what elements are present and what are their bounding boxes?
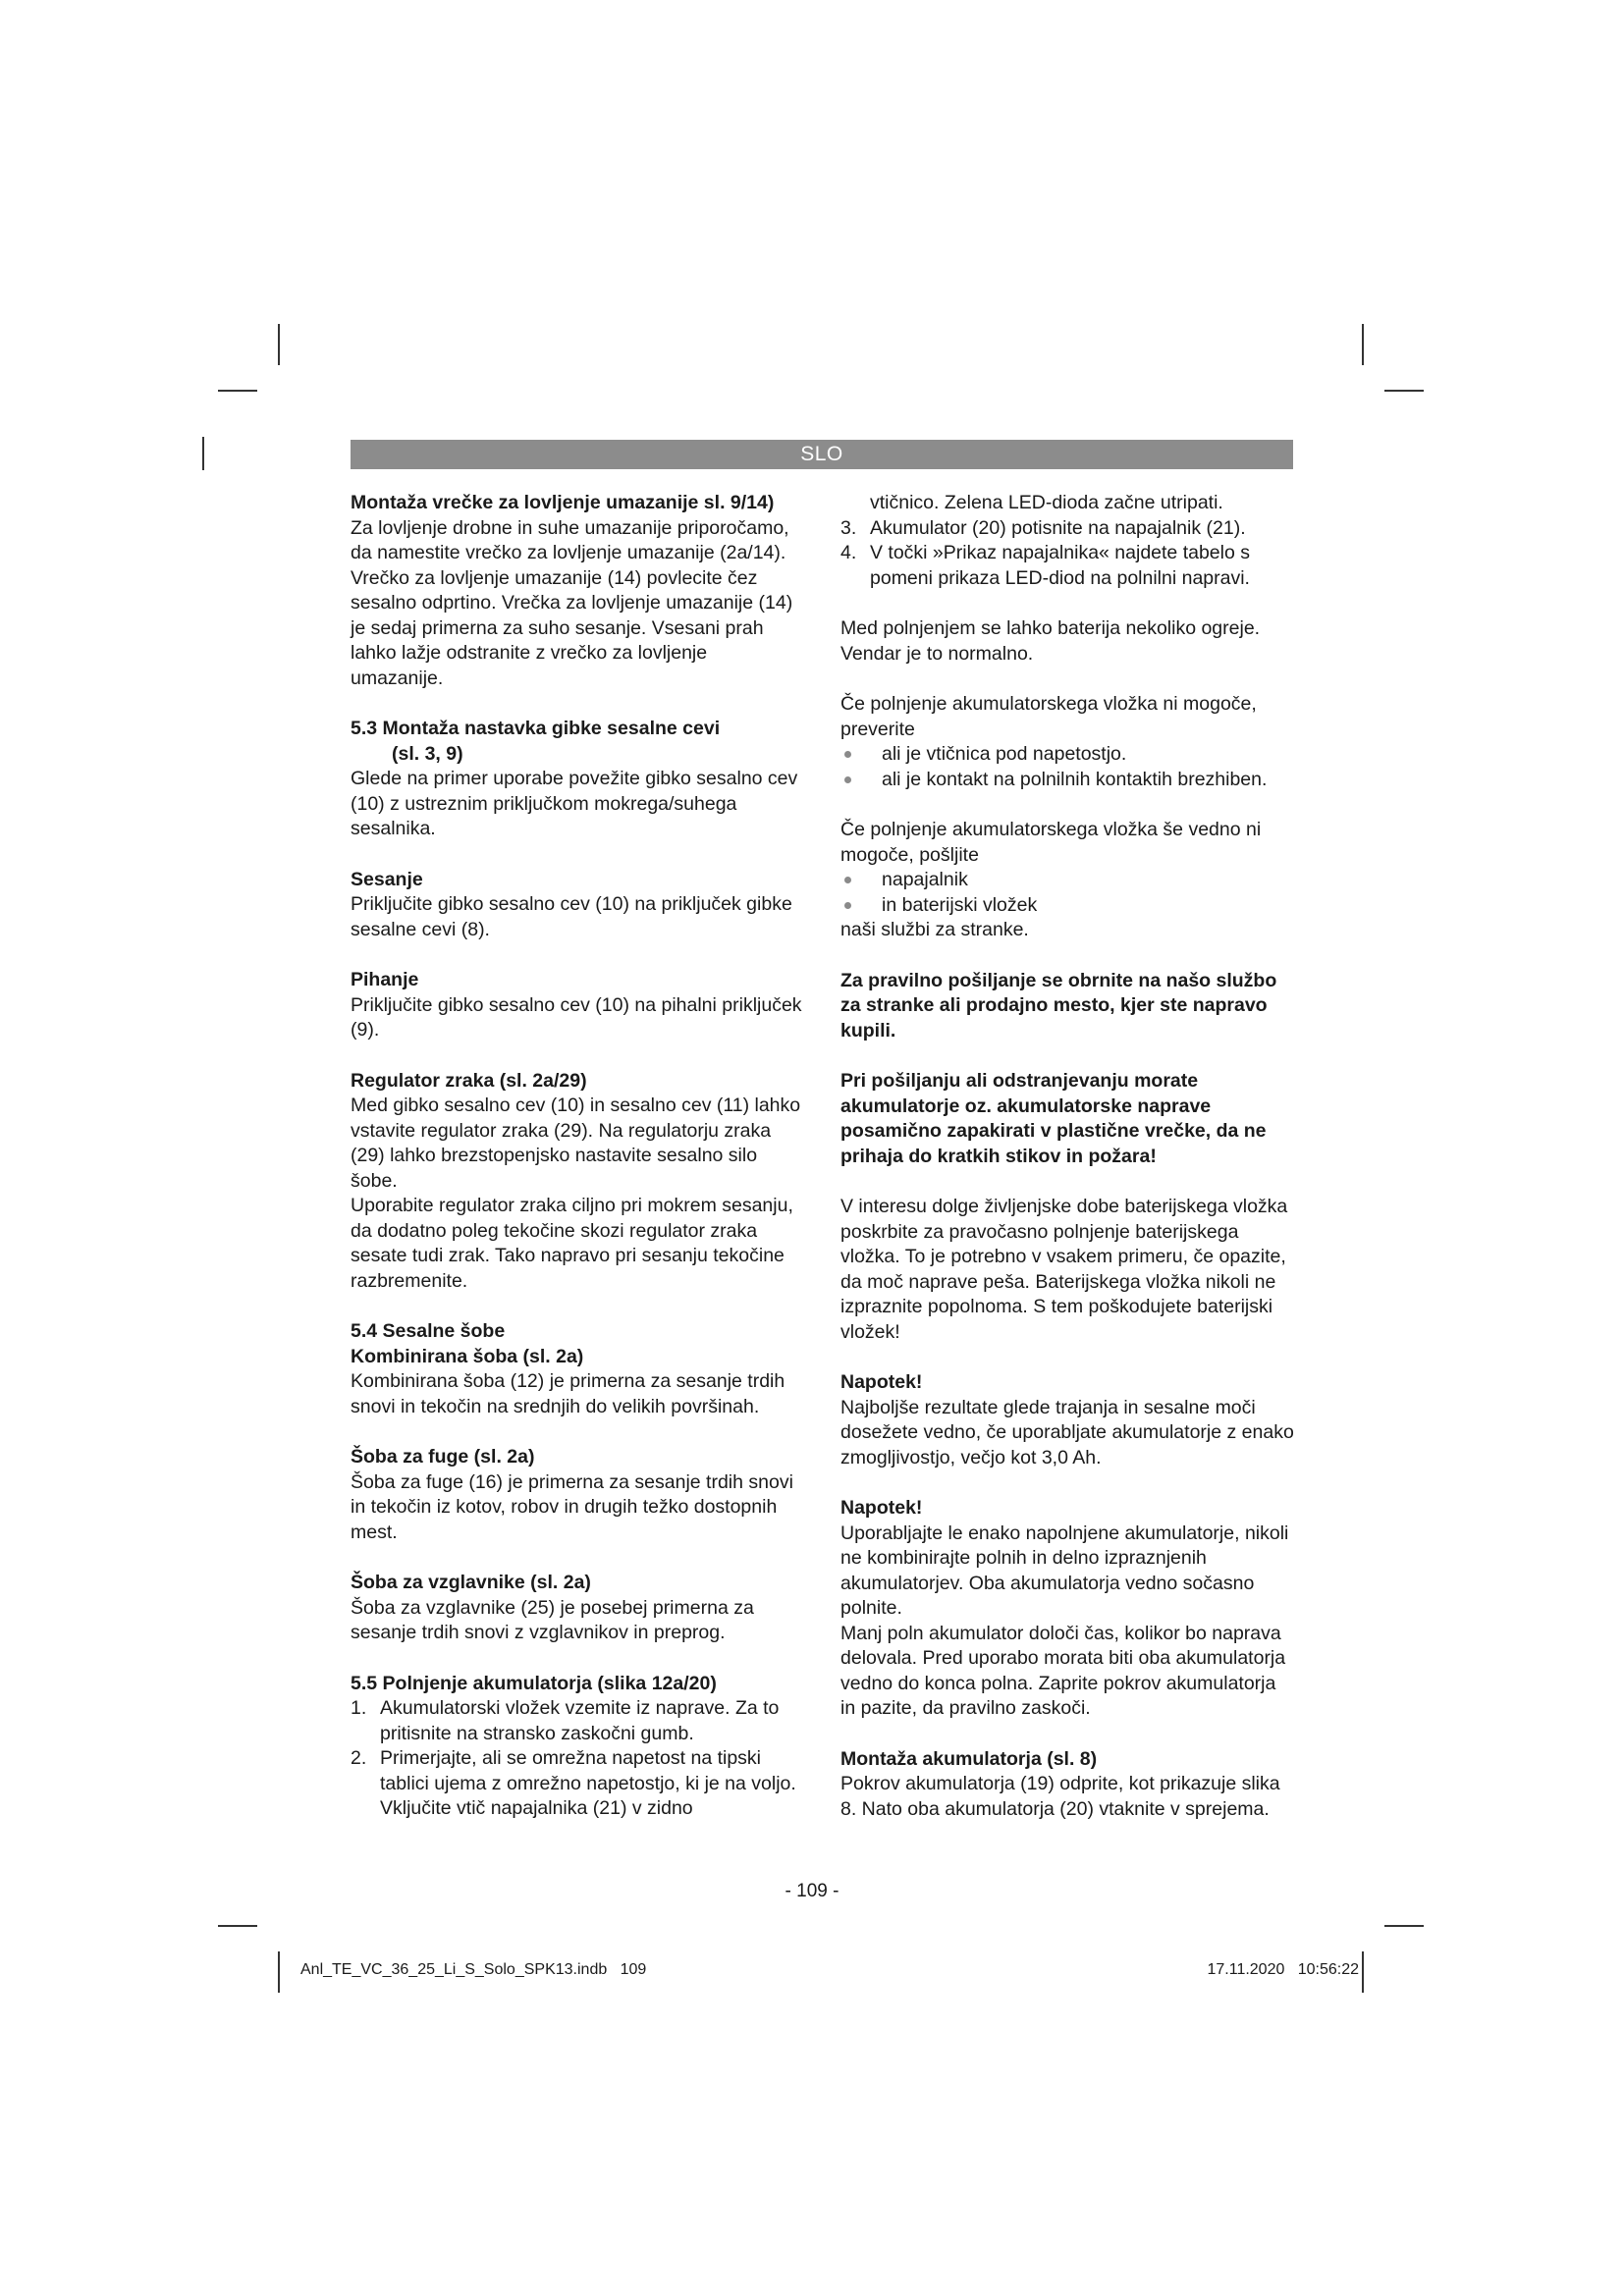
crop-mark bbox=[218, 1925, 257, 1927]
footer-timestamp: 17.11.2020 10:56:22 bbox=[1207, 1961, 1359, 1978]
section-battery-mount bbox=[840, 1747, 1294, 1823]
list-item-text: napajalnik bbox=[882, 869, 968, 890]
note-text: Uporabljajte le enako napolnjene akumulatorje, nikoli ne kombinirajte polnih in delno izpraznjenih akumulatorjev. Oba akumulatorja vedno sočasno polnite. bbox=[840, 1522, 1289, 1619]
crop-mark bbox=[218, 390, 257, 392]
bullet-icon bbox=[844, 776, 851, 783]
paragraph-check bbox=[840, 692, 1294, 792]
step-number: 4. bbox=[840, 542, 857, 563]
note-text: Manj poln akumulator določi čas, kolikor bo naprava delovala. Pred uporabo morata biti oba akumulatorja vedno do konca polna. Zaprite pokrov akumulatorja in pazite, da pravilno zaskoči. bbox=[840, 1622, 1286, 1719]
step-continuation: vtičnico. Zelena LED-dioda začne utripati. bbox=[870, 492, 1223, 513]
charging-steps bbox=[351, 1696, 804, 1822]
paragraph-battery-life bbox=[840, 1195, 1294, 1345]
paragraph-warming bbox=[840, 616, 1294, 667]
list-item-text: in baterijski vložek bbox=[882, 893, 1038, 916]
left-column bbox=[351, 491, 804, 1822]
crop-mark bbox=[278, 324, 280, 365]
crop-mark bbox=[1384, 1925, 1424, 1927]
section-crevice-nozzle bbox=[351, 1445, 804, 1545]
list-item bbox=[840, 742, 1294, 768]
paragraph-text: Med polnjenjem se lahko baterija nekoliko ogreje. Vendar je to normalno. bbox=[840, 617, 1261, 665]
list-item bbox=[840, 768, 1294, 793]
crop-mark bbox=[202, 437, 204, 470]
list-item bbox=[351, 1746, 804, 1822]
step-number: 3. bbox=[840, 516, 857, 539]
bullet-icon bbox=[844, 751, 851, 758]
crop-mark bbox=[278, 1951, 280, 1993]
list-item-text: ali je vtičnica pod napetostjo. bbox=[882, 743, 1127, 765]
section-nozzles bbox=[351, 1319, 804, 1419]
list-item bbox=[840, 893, 1294, 919]
send-list bbox=[840, 868, 1294, 918]
paragraph-text: naši službi za stranke. bbox=[840, 919, 1029, 940]
paragraph-text: Če polnjenje akumulatorskega vložka ni mogoče, preverite bbox=[840, 693, 1257, 740]
bullet-icon bbox=[844, 877, 851, 883]
section-title-sub: (sl. 3, 9) bbox=[392, 742, 463, 765]
step-number: 2. bbox=[351, 1747, 367, 1769]
step-text: Akumulatorski vložek vzemite iz naprave. Za to pritisnite na stransko zaskočni gumb. bbox=[380, 1697, 780, 1744]
section-blowing bbox=[351, 968, 804, 1043]
crop-mark bbox=[1362, 1951, 1364, 1993]
section-hose-mount bbox=[351, 717, 804, 842]
section-text: Priključite gibko sesalno cev (10) na priključek gibke sesalne cevi (8). bbox=[351, 893, 792, 940]
section-text: Med gibko sesalno cev (10) in sesalno cev (11) lahko vstavite regulator zraka (29). Na regulatorju zraka (29) lahko brezstopenjsko nastavite sesalno silo šobe. bbox=[351, 1095, 801, 1192]
bold-warning: Pri pošiljanju ali odstranjevanju morate akumulatorje oz. akumulatorske naprave posamično zapakirati v plastične vrečke, da ne prihaja do kratkih stikov in požara! bbox=[840, 1070, 1267, 1167]
crop-mark bbox=[1362, 324, 1364, 365]
section-subtitle: Kombinirana šoba (sl. 2a) bbox=[351, 1345, 584, 1367]
section-air-regulator bbox=[351, 1069, 804, 1295]
section-title: 5.5 Polnjenje akumulatorja (slika 12a/20) bbox=[351, 1672, 717, 1694]
section-upholstery-nozzle bbox=[351, 1571, 804, 1646]
charging-steps-cont bbox=[840, 516, 1294, 592]
section-text: Kombinirana šoba (12) je primerna za sesanje trdih snovi in tekočin na srednjih do velikih površinah. bbox=[351, 1370, 785, 1417]
paragraph-service-note bbox=[840, 969, 1294, 1044]
step-text: Primerjajte, ali se omrežna napetost na tipski tablici ujema z omrežno napetostjo, ki je na voljo. Vključite vtič napajalnika (21) v zidno bbox=[380, 1747, 796, 1819]
section-text: Šoba za fuge (16) je primerna za sesanje trdih snovi in tekočin iz kotov, robov in drugih težko dostopnih mest. bbox=[351, 1470, 793, 1543]
paragraph-packaging-warning bbox=[840, 1069, 1294, 1169]
crop-mark bbox=[1384, 390, 1424, 392]
page-number: - 109 - bbox=[785, 1881, 839, 1901]
bold-note: Za pravilno pošiljanje se obrnite na našo službo za stranke ali prodajno mesto, kjer ste napravo kupili. bbox=[840, 969, 1277, 1041]
note-equal-charge bbox=[840, 1496, 1294, 1722]
check-list bbox=[840, 742, 1294, 792]
section-text: Uporabite regulator zraka ciljno pri mokrem sesanju, da dodatno poleg tekočine skozi regulator zraka sesate tudi zrak. Tako napravo pri sesanju tekočine razbremenite. bbox=[351, 1195, 793, 1292]
list-item bbox=[840, 541, 1294, 591]
list-item bbox=[840, 516, 1294, 542]
section-text: Glede na primer uporabe povežite gibko sesalno cev (10) z ustreznim priključkom mokrega/suhega sesalnika. bbox=[351, 768, 798, 839]
section-title: Šoba za fuge (sl. 2a) bbox=[351, 1446, 535, 1468]
language-header-bar bbox=[351, 440, 1293, 469]
section-title: Regulator zraka (sl. 2a/29) bbox=[351, 1069, 587, 1092]
section-title: 5.4 Sesalne šobe bbox=[351, 1320, 506, 1342]
section-title: 5.3 Montaža nastavka gibke sesalne cevi bbox=[351, 718, 721, 739]
note-title: Napotek! bbox=[840, 1371, 923, 1393]
list-item bbox=[840, 868, 1294, 893]
section-title: Montaža vrečke za lovljenje umazanije sl. 9/14) bbox=[351, 492, 775, 513]
paragraph-text: V interesu dolge življenjske dobe baterijskega vložka poskrbite za pravočasno polnjenje baterijskega vložka. To je potrebno v vsakem primeru, če opazite, da moč naprave peša. Baterijskega vložka nikoli ne izpraznite popolnoma. S tem poškodujete baterijski vložek! bbox=[840, 1196, 1288, 1343]
footer-filename: Anl_TE_VC_36_25_Li_S_Solo_SPK13.indb 109 bbox=[300, 1961, 647, 1978]
list-item bbox=[351, 1696, 804, 1746]
section-text: Za lovljenje drobne in suhe umazanije priporočamo, da namestite vrečko za lovljenje umazanije (2a/14). Vrečko za lovljenje umazanije (14) povlecite čez sesalno odprtino. Vrečka za lovljenje umazanije (14) je sedaj primerna za suho sesanje. Vsesani prah lahko lažje odstranite z vrečko za lovljenje umazanije. bbox=[351, 516, 793, 689]
section-text: Pokrov akumulatorja (19) odprite, kot prikazuje slika 8. Nato oba akumulatorja (20) vtaknite v sprejema. bbox=[840, 1773, 1280, 1820]
section-title: Montaža akumulatorja (sl. 8) bbox=[840, 1747, 1098, 1770]
right-column bbox=[840, 491, 1294, 1822]
paragraph-text: Če polnjenje akumulatorskega vložka še vedno ni mogoče, pošljite bbox=[840, 819, 1262, 866]
section-charging-cont bbox=[840, 491, 1294, 591]
section-text: Šoba za vzglavnike (25) je posebej primerna za sesanje trdih snovi z vzglavnikov in preprog. bbox=[351, 1596, 754, 1643]
paragraph-send bbox=[840, 818, 1294, 943]
note-title: Napotek! bbox=[840, 1497, 923, 1519]
section-title: Šoba za vzglavnike (sl. 2a) bbox=[351, 1572, 591, 1593]
list-item-text: ali je kontakt na polnilnih kontaktih brezhiben. bbox=[882, 768, 1268, 790]
section-title: Pihanje bbox=[351, 969, 419, 990]
section-dirt-bag bbox=[351, 491, 804, 691]
note-text: Najboljše rezultate glede trajanja in sesalne moči dosežete vedno, če uporabljate akumulatorje z enako zmogljivostjo, večjo kot 3,0 Ah. bbox=[840, 1396, 1294, 1468]
language-label: SLO bbox=[800, 443, 843, 465]
step-text: V točki »Prikaz napajalnika« najdete tabelo s pomeni prikaza LED-diod na polnilni napravi. bbox=[870, 542, 1250, 589]
note-capacity bbox=[840, 1370, 1294, 1470]
step-text: Akumulator (20) potisnite na napajalnik (21). bbox=[870, 516, 1246, 539]
section-suction bbox=[351, 868, 804, 943]
section-text: Priključite gibko sesalno cev (10) na pihalni priključek (9). bbox=[351, 993, 802, 1041]
section-title: Sesanje bbox=[351, 868, 423, 890]
section-charging bbox=[351, 1672, 804, 1822]
step-number: 1. bbox=[351, 1697, 367, 1719]
bullet-icon bbox=[844, 902, 851, 909]
